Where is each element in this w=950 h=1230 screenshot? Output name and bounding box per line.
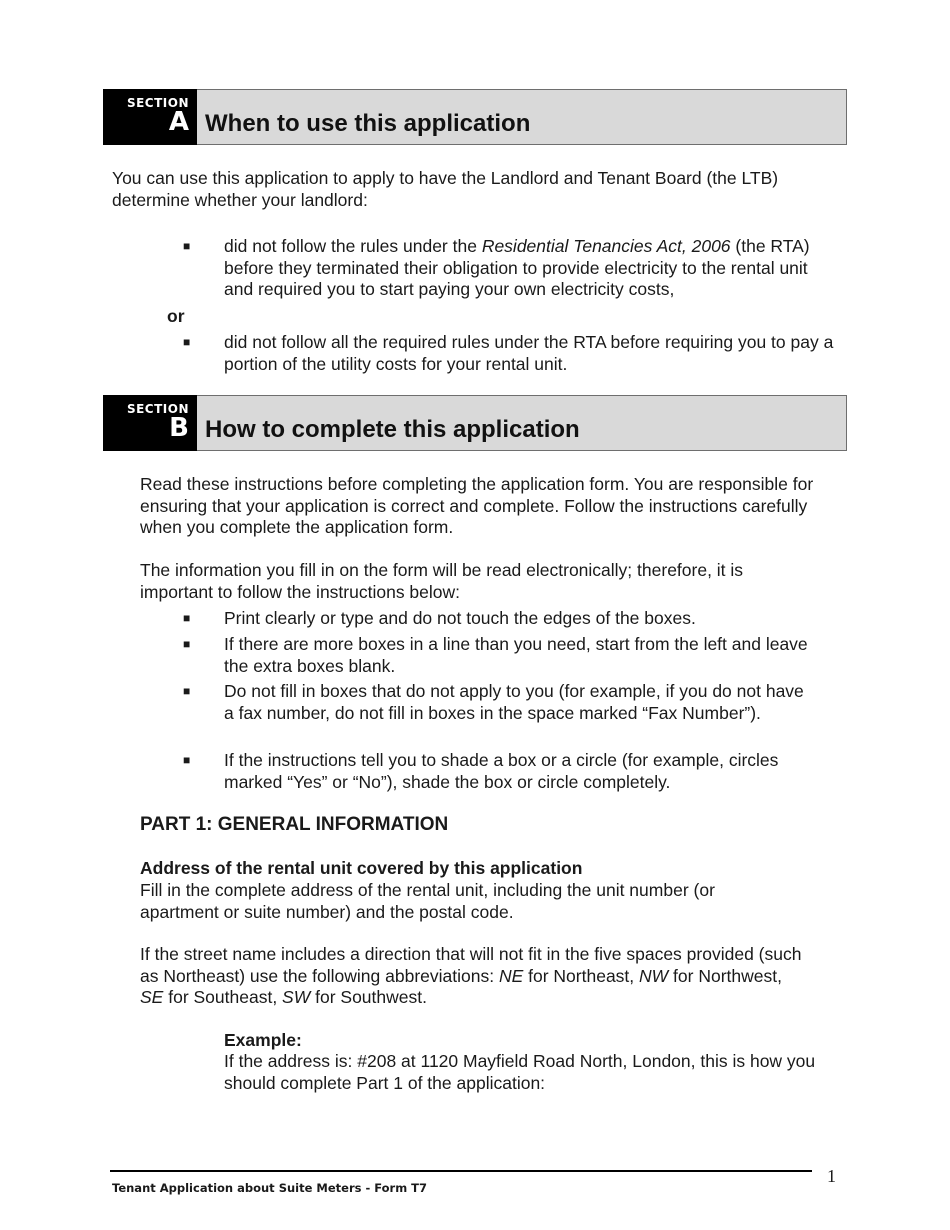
bullet-marker: ■ — [183, 335, 191, 349]
bullet-marker: ■ — [183, 611, 191, 625]
footer-form-name: Tenant Application about Suite Meters - Form T7 — [112, 1181, 428, 1195]
address-heading: Address of the rental unit covered by this application — [140, 858, 583, 878]
section-a-tag — [103, 89, 197, 145]
or-connector: or — [167, 306, 185, 326]
section-b-title: How to complete this application — [205, 416, 580, 443]
page-number: 1 — [827, 1166, 836, 1186]
instruction-bullet-1: Print clearly or type and do not touch the edges of the boxes. — [224, 608, 696, 628]
example-label: Example: — [224, 1030, 302, 1050]
instruction-bullet-4: If the instructions tell you to shade a box or a circle (for example, circles marked “Yes” or “No”), shade the box or circle completely. — [224, 750, 779, 792]
bullet-marker: ■ — [183, 239, 191, 253]
section-a-tag-word: SECTION — [126, 96, 189, 110]
direction-text-4: for Southeast, — [163, 987, 283, 1007]
part-1-heading: PART 1: GENERAL INFORMATION — [140, 814, 449, 835]
section-b-para-1: Read these instructions before completing the application form. You are responsible for ensuring that your application is correct and complete. Follow the instructions carefully when you complete the application form. — [140, 474, 814, 537]
section-a-tag-letter: A — [168, 107, 189, 137]
abbr-nw: NW — [639, 965, 669, 986]
address-instructions: Fill in the complete address of the rental unit, including the unit number (or apartment or suite number) and the postal code. — [140, 880, 715, 922]
section-b-tag-letter: B — [169, 413, 189, 443]
section-a-bullet-1 — [224, 236, 824, 301]
bullet-marker: ■ — [183, 753, 191, 767]
bullet-marker: ■ — [183, 637, 191, 651]
example-text: If the address is: #208 at 1120 Mayfield Road North, London, this is how you should complete Part 1 of the application: — [224, 1051, 816, 1093]
bullet-marker: ■ — [183, 684, 191, 698]
section-a-intro: You can use this application to apply to have the Landlord and Tenant Board (the LTB) determine whether your landlord: — [112, 168, 779, 210]
bullet-1-pre: did not follow the rules under the — [224, 236, 482, 256]
section-a-bullet-2: did not follow all the required rules under the RTA before requiring you to pay a portion of the utility costs for your rental unit. — [224, 332, 834, 374]
section-b-header — [103, 395, 847, 451]
direction-instructions — [140, 944, 810, 1009]
section-b-tag — [103, 395, 197, 451]
section-a-title: When to use this application — [205, 110, 531, 137]
direction-text-3: for Northwest, — [668, 965, 782, 986]
instruction-bullet-3: Do not fill in boxes that do not apply to you (for example, if you do not have a fax number, do not fill in boxes in the space marked “Fax Number”). — [224, 681, 804, 723]
section-b-tag-word: SECTION — [126, 402, 189, 416]
abbr-ne: NE — [498, 965, 524, 986]
instruction-bullet-2: If there are more boxes in a line than you need, start from the left and leave the extra boxes blank. — [224, 634, 808, 676]
direction-text-1: If the street name includes a direction that will not fit in the five spaces provided (such as Northeast) use the following abbreviations: — [140, 944, 802, 986]
footer-divider — [110, 1170, 812, 1172]
direction-text-2: for Northeast, — [523, 965, 640, 986]
section-b-para-2: The information you fill in on the form will be read electronically; therefore, it is important to follow the instructions below: — [140, 560, 744, 602]
rta-act-name: Residential Tenancies Act, 2006 — [481, 236, 731, 256]
direction-text-5: for Southwest. — [310, 987, 427, 1007]
abbr-sw: SW — [282, 987, 311, 1007]
abbr-se: SE — [140, 987, 164, 1007]
bullet-1-post: (the RTA) before they terminated their obligation to provide electricity to the rental unit and required you to start paying your own electricity costs, — [224, 236, 810, 299]
section-a-header — [103, 89, 847, 145]
